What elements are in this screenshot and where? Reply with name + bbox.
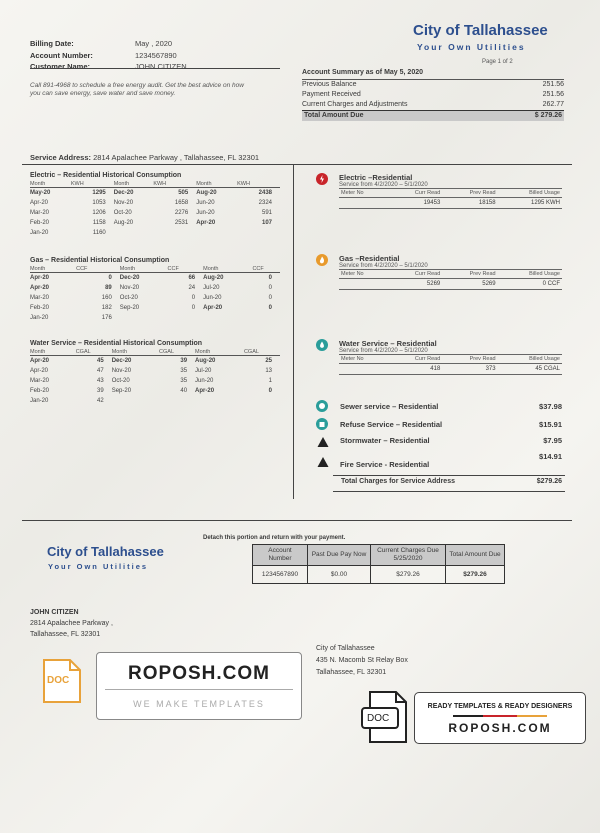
- stub-logo-subtitle: Your Own Utilities: [48, 562, 149, 571]
- divider: [22, 520, 572, 521]
- table-header: [253, 545, 505, 566]
- energy-audit-notice: Call 891-4968 to schedule a free energy audit. Get the best advice on how you can save energy, save water and save money.: [30, 82, 244, 97]
- gas-service-title: Gas –Residential: [339, 254, 400, 263]
- total-charges-label: Total Charges for Service Address: [341, 478, 455, 485]
- cell: 182: [101, 305, 112, 311]
- col-header: Prev Read: [442, 270, 497, 279]
- col-header: Month: [30, 180, 71, 188]
- cell: Jun-20: [196, 200, 215, 206]
- divider: [22, 164, 572, 165]
- table-row: [339, 198, 562, 209]
- cell: 24: [188, 285, 196, 291]
- cell: [339, 198, 388, 209]
- summary-heading: [302, 68, 564, 80]
- summary-label: Previous Balance: [302, 81, 357, 88]
- cell: 40: [180, 388, 188, 394]
- cell: 1234567890: [253, 566, 308, 584]
- water-history-table: [30, 348, 280, 406]
- col-header: Month: [120, 265, 168, 273]
- col-header: KWH: [153, 180, 196, 188]
- electric-service-title: Electric –Residential: [339, 173, 413, 182]
- cell: Apr-20: [30, 368, 49, 374]
- gas-history-title: Gas – Residential Historical Consumption: [30, 257, 170, 264]
- watermark-brand: ROPOSH.COM: [128, 663, 270, 684]
- table-row: [30, 198, 280, 208]
- col-header: Billed Usage: [498, 189, 562, 198]
- remit-addr2: Tallahassee, FL 32301: [316, 669, 387, 676]
- cell: Sep-20: [119, 305, 140, 311]
- cell: 25: [265, 358, 272, 364]
- cell: Apr-20: [203, 305, 223, 311]
- cell: Jul-20: [203, 285, 220, 291]
- cell: Jan-20: [30, 398, 49, 404]
- cell: Feb-20: [30, 305, 50, 311]
- col-header: Billed Usage: [498, 355, 562, 364]
- cell: 42: [97, 398, 104, 404]
- service-address-line: [30, 153, 259, 162]
- col-header: Curr Read: [388, 270, 442, 279]
- cell: [339, 364, 388, 375]
- customer-mailing-address: [30, 607, 113, 640]
- cell: 1053: [92, 200, 106, 206]
- billing-date-label: Billing Date:: [30, 39, 74, 48]
- cell: [339, 279, 388, 290]
- table-row: [339, 279, 562, 290]
- cell: Feb-20: [30, 388, 50, 394]
- summary-label: Current Charges and Adjustments: [302, 101, 408, 108]
- total-charges-value: $279.26: [536, 478, 562, 485]
- stub-customer-name: JOHN CITIZEN: [30, 609, 79, 616]
- cell: 176: [101, 315, 112, 321]
- table-row: [253, 566, 505, 584]
- cell: 18158: [442, 198, 497, 209]
- cell: 2324: [258, 200, 272, 206]
- column-divider: [293, 164, 294, 499]
- divider: [333, 475, 565, 476]
- cell: 0: [268, 388, 272, 394]
- electric-meter-table: [339, 188, 562, 209]
- account-number-label: Account Number:: [30, 50, 93, 60]
- billing-date: May , 2020: [135, 39, 173, 48]
- electric-history-title: Electric – Residential Historical Consumption: [30, 172, 182, 179]
- cell: 418: [388, 364, 442, 375]
- remit-addr1: 435 N. Macomb St Relay Box: [316, 657, 408, 664]
- cell: Dec-20: [111, 358, 132, 364]
- divider: [483, 715, 517, 717]
- summary-value: 251.56: [542, 81, 564, 88]
- cell: 1295: [92, 190, 106, 196]
- cell: 39: [180, 358, 188, 364]
- service-address: 2814 Apalachee Parkway , Tallahassee, FL 32301: [93, 153, 260, 162]
- water-meter-table: [339, 354, 562, 375]
- cell: 66: [188, 275, 196, 281]
- divider: [453, 715, 483, 717]
- cell: 160: [101, 295, 112, 301]
- water-service: [317, 339, 562, 375]
- cell: $0.00: [308, 566, 371, 584]
- cell: Jun-20: [196, 210, 215, 216]
- col-header: Month: [114, 180, 154, 188]
- col-header: KWH: [71, 180, 114, 188]
- cell: 35: [180, 378, 188, 384]
- cell: Oct-20: [119, 295, 138, 301]
- col-header: Month: [112, 348, 159, 356]
- table-row: [30, 273, 280, 284]
- cell: 35: [180, 368, 188, 374]
- cell: Jun-20: [195, 378, 214, 384]
- summary-total-row: [302, 110, 564, 121]
- table-row: [30, 376, 280, 386]
- col-header: Total Amount Due: [446, 545, 505, 566]
- table-header: [339, 355, 562, 364]
- divider: [105, 689, 293, 690]
- col-header: Month: [196, 180, 237, 188]
- customer-name: JOHN CITIZEN: [135, 62, 187, 71]
- total-due-value: $ 279.26: [534, 112, 562, 119]
- table-header: [30, 265, 280, 273]
- stub-customer-addr2: Tallahassee, FL 32301: [30, 631, 101, 638]
- col-header: Past Due Pay Now: [308, 545, 371, 566]
- cell: 505: [178, 190, 189, 196]
- divider: [517, 715, 547, 717]
- doc-label: DOC: [47, 675, 70, 686]
- cell: Aug-20: [203, 275, 224, 281]
- col-header: KWH: [237, 180, 280, 188]
- summary-heading-text: Account Summary as of May 5, 2020: [302, 69, 423, 76]
- cell: Apr-20: [30, 285, 50, 291]
- cell: $279.26: [446, 566, 505, 584]
- remit-name: City of Tallahassee: [316, 645, 375, 652]
- cell: 2276: [174, 210, 189, 216]
- water-history: [30, 340, 280, 406]
- gas-service-period: Service from 4/2/2020 – 5/1/2020: [339, 263, 428, 269]
- cell: 1206: [92, 210, 106, 216]
- table-row: [30, 208, 280, 218]
- charge-label: Fire Service - Residential: [340, 460, 430, 469]
- col-header: Curr Read: [388, 355, 442, 364]
- charge-value: $37.98: [539, 402, 562, 411]
- cell: 1658: [174, 200, 189, 206]
- table-row: [30, 386, 280, 396]
- page-number: Page 1 of 2: [482, 59, 513, 65]
- account-info: [30, 37, 187, 72]
- col-header: CGAL: [244, 348, 280, 356]
- cell: Mar-20: [30, 295, 50, 301]
- cell: 0: [268, 275, 272, 281]
- electric-service-period: Service from 4/2/2020 – 5/1/2020: [339, 182, 428, 188]
- table-header: [30, 348, 280, 356]
- cell: 45 CGAL: [498, 364, 562, 375]
- table-header: [339, 189, 562, 198]
- badge-brand: ROPOSH.COM: [448, 721, 552, 735]
- cell: Nov-20: [111, 368, 132, 374]
- cell: Mar-20: [30, 378, 50, 384]
- cell: 2531: [174, 220, 189, 226]
- cell: Aug-20: [113, 220, 134, 226]
- gas-meter-table: [339, 269, 562, 290]
- cell: 1158: [92, 220, 106, 226]
- charge-row: [320, 420, 562, 429]
- table-row: [30, 188, 280, 199]
- table-row: [30, 283, 280, 293]
- col-header: Meter No: [339, 355, 388, 364]
- table-row: [30, 356, 280, 367]
- cell: 0: [108, 275, 112, 281]
- cell: Aug-20: [196, 190, 217, 196]
- cell: 43: [97, 378, 104, 384]
- cell: Nov-20: [119, 285, 140, 291]
- cell: Jul-20: [195, 368, 212, 374]
- table-row: [30, 313, 280, 323]
- cell: 89: [105, 285, 112, 291]
- col-header: Account Number: [253, 545, 308, 566]
- badge-ready-text: READY TEMPLATES & READY DESIGNERS: [427, 703, 573, 710]
- cell: 13: [265, 368, 272, 374]
- cell: 0: [268, 295, 272, 301]
- table-header: [339, 270, 562, 279]
- customer-name-label: Customer Name:: [30, 62, 91, 71]
- cell: 45: [97, 358, 104, 364]
- cell: Apr-20: [30, 358, 50, 364]
- charge-label: Refuse Service – Residential: [340, 420, 443, 429]
- cell: 0: [268, 305, 272, 311]
- cell: 0: [191, 295, 196, 301]
- cell: 5269: [388, 279, 442, 290]
- logo-title: City of Tallahassee: [413, 22, 548, 39]
- cell: Apr-20: [195, 388, 215, 394]
- gas-service: [317, 254, 562, 290]
- gas-history: [30, 257, 280, 323]
- summary-value: 251.56: [542, 91, 564, 98]
- cell: 5269: [442, 279, 497, 290]
- water-service-period: Service from 4/2/2020 – 5/1/2020: [339, 348, 428, 354]
- col-header: Month: [30, 348, 76, 356]
- cell: May-20: [30, 190, 51, 196]
- stub-customer-addr1: 2814 Apalachee Parkway ,: [30, 620, 113, 627]
- service-address-label: Service Address:: [30, 153, 92, 162]
- charge-value: $14.91: [539, 452, 562, 461]
- cell: $279.26: [371, 566, 446, 584]
- divider: [30, 68, 280, 69]
- table-row: [339, 364, 562, 375]
- cell: Apr-20: [196, 220, 216, 226]
- electric-service: [317, 173, 562, 209]
- cell: 591: [261, 210, 272, 216]
- summary-row: [302, 100, 564, 110]
- cell: 1: [268, 378, 272, 384]
- cell: Apr-20: [30, 275, 50, 281]
- col-header: Meter No: [339, 270, 388, 279]
- col-header: Month: [195, 348, 244, 356]
- col-header: CGAL: [76, 348, 112, 356]
- cell: Oct-20: [111, 378, 130, 384]
- table-row: [30, 218, 280, 228]
- charge-label: Sewer service – Residential: [340, 402, 439, 411]
- watermark-tagline: WE MAKE TEMPLATES: [133, 699, 265, 709]
- cell: 0: [191, 305, 196, 311]
- summary-row: [302, 80, 564, 90]
- account-summary: [302, 68, 564, 121]
- col-header: Prev Read: [442, 189, 497, 198]
- stub-logo-title: City of Tallahassee: [47, 544, 164, 559]
- cell: Jan-20: [30, 315, 49, 321]
- water-service-title: Water Service – Residential: [339, 339, 437, 348]
- doc-label-2: DOC: [367, 713, 390, 724]
- cell: 39: [97, 388, 104, 394]
- col-header: Prev Read: [442, 355, 497, 364]
- cell: Jan-20: [30, 230, 49, 236]
- charge-row: [320, 452, 562, 469]
- logo-subtitle: Your Own Utilities: [417, 42, 526, 52]
- cell: 107: [261, 220, 272, 226]
- table-row: [30, 293, 280, 303]
- table-header: [30, 180, 280, 188]
- col-header: Month: [203, 265, 252, 273]
- gas-history-table: [30, 265, 280, 323]
- cell: 19453: [388, 198, 442, 209]
- remit-address: [316, 643, 408, 679]
- cell: Feb-20: [30, 220, 50, 226]
- charge-label: Stormwater – Residential: [340, 436, 430, 445]
- cell: Jun-20: [203, 295, 222, 301]
- cell: 2438: [258, 190, 272, 196]
- col-header: CGAL: [159, 348, 195, 356]
- col-header: Billed Usage: [498, 270, 562, 279]
- col-header: CCF: [168, 265, 204, 273]
- divider: [333, 491, 565, 492]
- charge-row: [320, 436, 562, 445]
- account-number: 1234567890: [135, 50, 177, 60]
- cell: Dec-20: [119, 275, 140, 281]
- col-header: CCF: [76, 265, 120, 273]
- col-header: Month: [30, 265, 76, 273]
- cell: 0 CCF: [498, 279, 562, 290]
- cell: Sep-20: [111, 388, 132, 394]
- total-charges-row: [341, 478, 562, 485]
- charge-value: $15.91: [539, 420, 562, 429]
- col-header: Curr Read: [388, 189, 442, 198]
- cell: Oct-20: [113, 210, 132, 216]
- cell: 373: [442, 364, 497, 375]
- cell: 0: [268, 285, 272, 291]
- payment-stub-table: [252, 544, 505, 584]
- cell: 1295 KWH: [498, 198, 562, 209]
- summary-value: 262.77: [542, 101, 564, 108]
- water-history-title: Water Service – Residential Historical Consumption: [30, 340, 203, 347]
- table-row: [30, 396, 280, 406]
- roposh-watermark: [96, 652, 302, 720]
- roposh-badge: [414, 692, 586, 744]
- col-header: Current Charges Due 5/25/2020: [371, 545, 446, 566]
- col-header: CCF: [252, 265, 280, 273]
- cell: Nov-20: [113, 200, 134, 206]
- col-header: Meter No: [339, 189, 388, 198]
- cell: Dec-20: [113, 190, 134, 196]
- charge-row: [320, 402, 562, 411]
- total-due-label: Total Amount Due: [304, 112, 364, 119]
- electric-history: [30, 172, 280, 238]
- cell: 1160: [92, 230, 106, 236]
- detach-instruction: Detach this portion and return with your payment.: [203, 535, 346, 541]
- table-row: [30, 228, 280, 238]
- electric-history-table: [30, 180, 280, 238]
- summary-row: [302, 90, 564, 100]
- cell: Apr-20: [30, 200, 49, 206]
- cell: 47: [97, 368, 104, 374]
- cell: Aug-20: [195, 358, 216, 364]
- charge-value: $7.95: [543, 436, 562, 445]
- cell: Mar-20: [30, 210, 50, 216]
- table-row: [30, 303, 280, 313]
- table-row: [30, 366, 280, 376]
- summary-label: Payment Received: [302, 91, 361, 98]
